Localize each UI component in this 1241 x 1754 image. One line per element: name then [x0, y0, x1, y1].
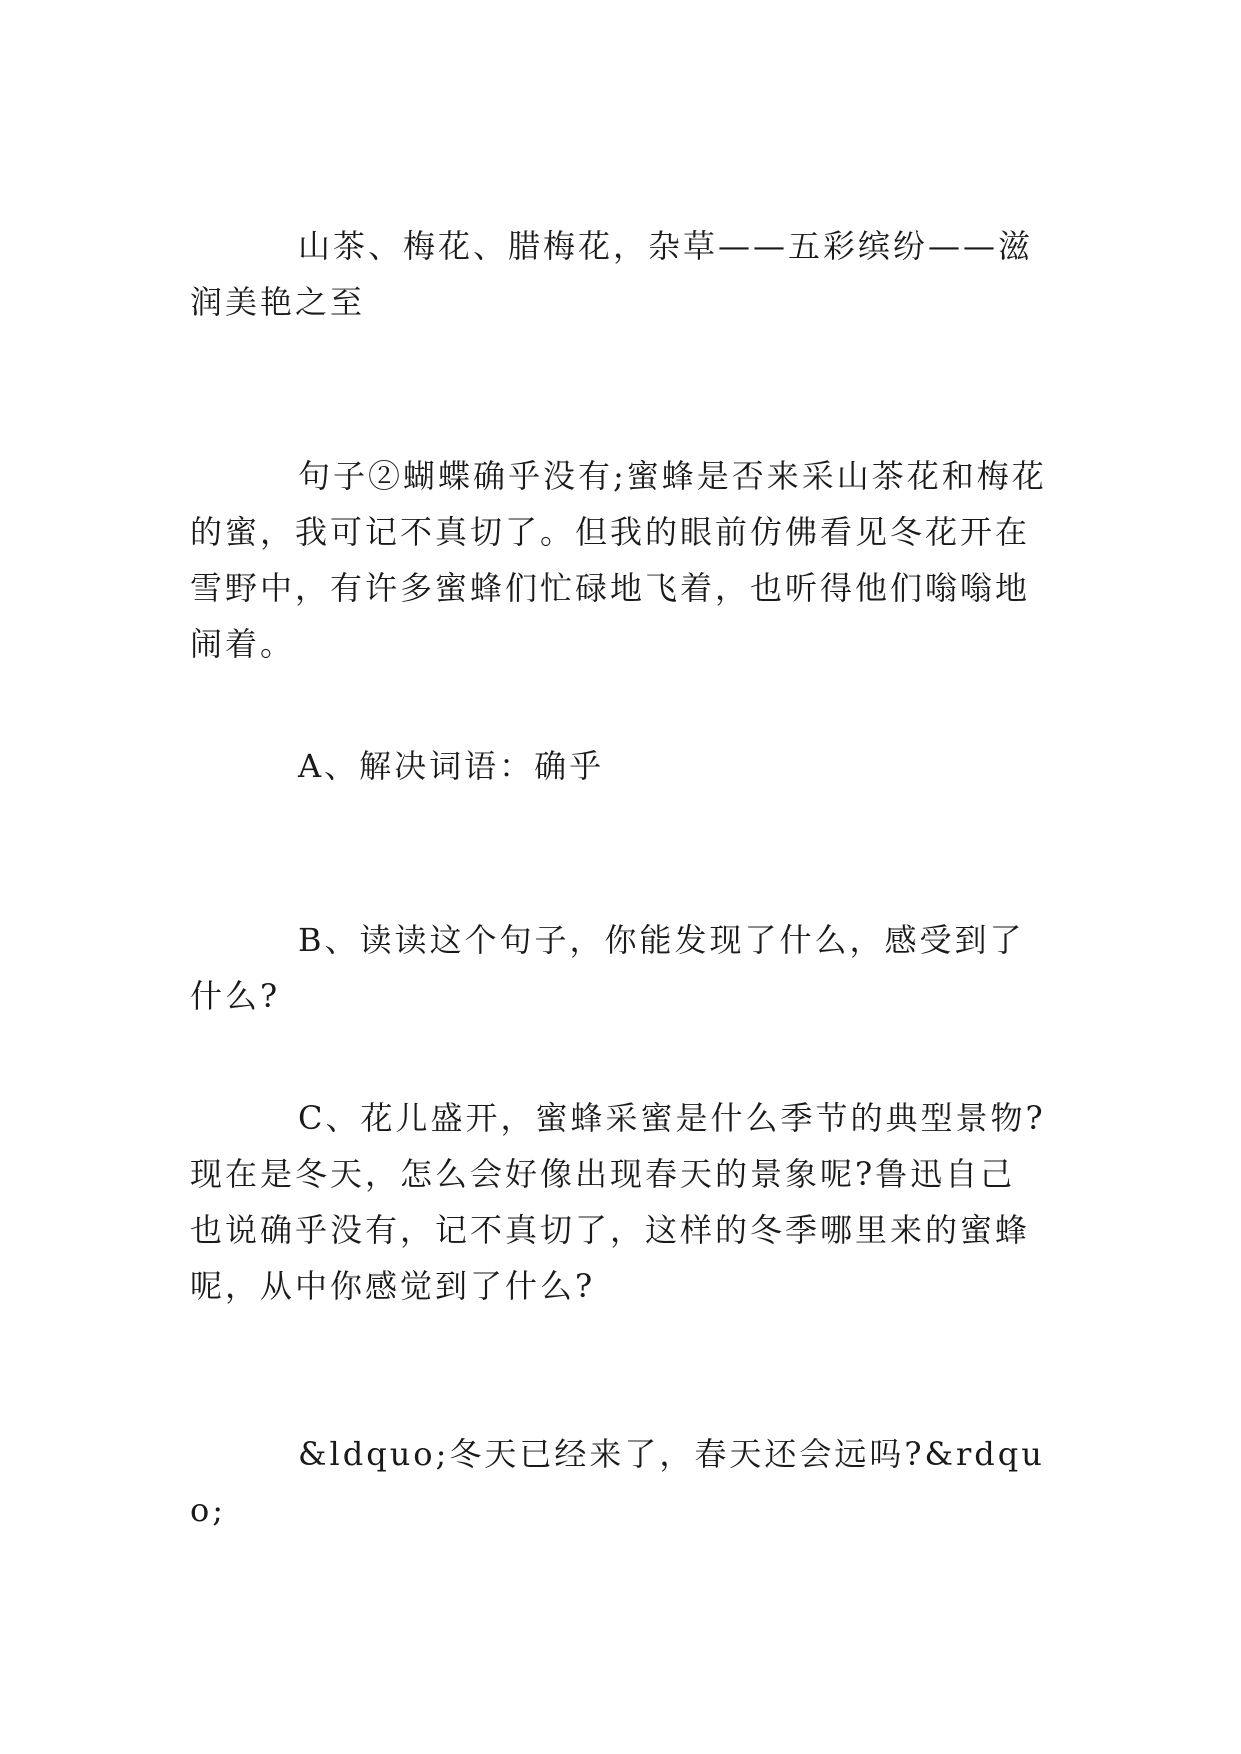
paragraph-item-c: C、花儿盛开，蜜蜂采蜜是什么季节的典型景物?现在是冬天，怎么会好像出现春天的景象呢?鲁迅自己也说确乎没有，记不真切了，这样的冬季哪里来的蜜蜂呢，从中你感觉到了什么?: [190, 1099, 1046, 1305]
paragraph-item-a: A、解决词语：确乎: [298, 747, 605, 785]
paragraph-quote: &ldquo;冬天已经来了，春天还会远吗?&rdquo;: [190, 1435, 1045, 1529]
paragraph-item-b: B、读读这个句子，你能发现了什么，感受到了什么?: [190, 921, 1025, 1015]
paragraph-sentence-2: 句子②蝴蝶确乎没有;蜜蜂是否来采山茶花和梅花的蜜，我可记不真切了。但我的眼前仿佛看见冬花开在雪野中，有许多蜜蜂们忙碌地飞着，也听得他们嗡嗡地闹着。: [190, 457, 1047, 663]
paragraph-flowers: 山茶、梅花、腊梅花，杂草——五彩缤纷——滋润美艳之至: [190, 227, 1034, 321]
